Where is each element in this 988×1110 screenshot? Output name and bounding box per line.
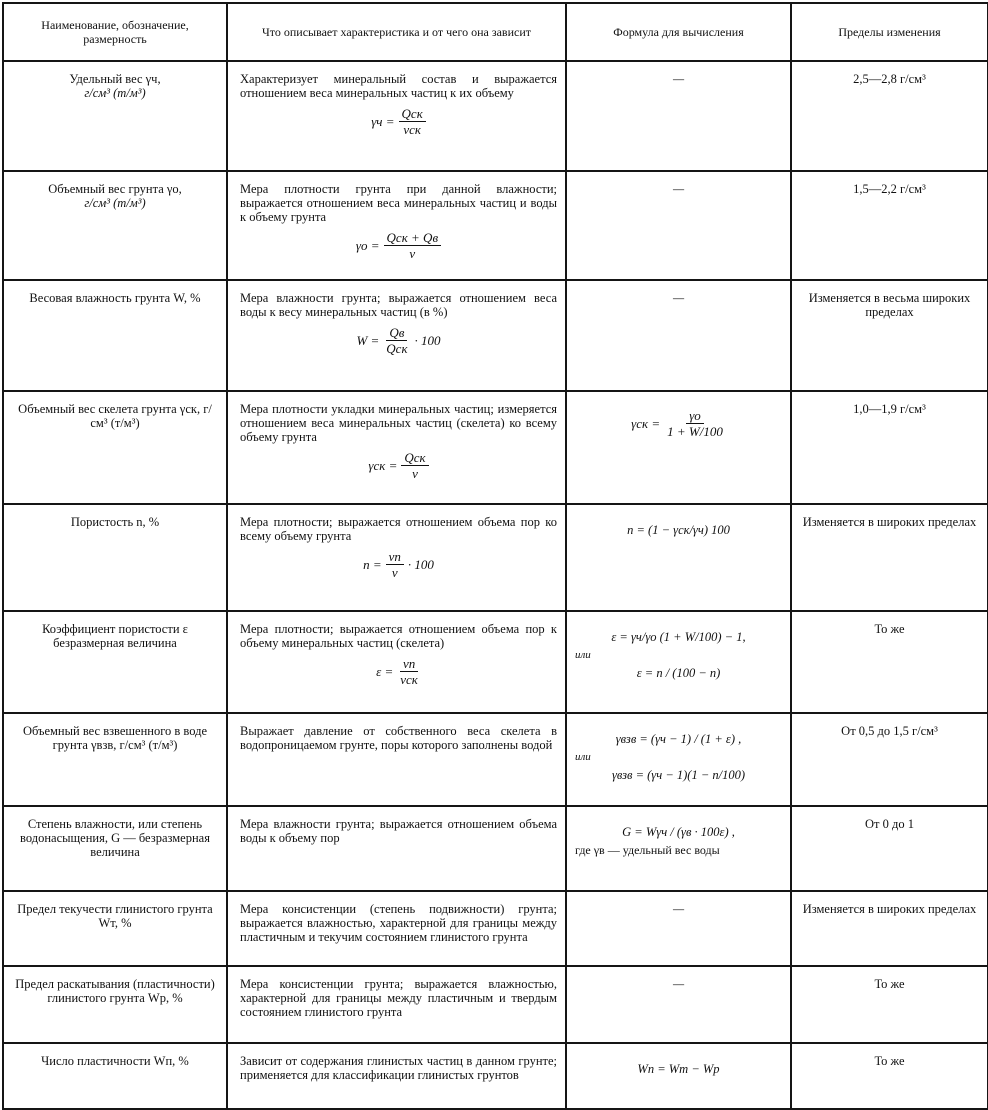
limits-value: От 0,5 до 1,5 г/см³ (841, 724, 938, 738)
row-formula (567, 392, 790, 503)
formula-text: Wп = Wт − Wр (637, 1062, 720, 1076)
formula-or: или (575, 649, 591, 661)
fraction (384, 230, 442, 261)
characteristic-description: Мера консистенции грунта; выражается влажностью, характерной для границы между пластичным и твердым состоянием глинистого грунта (240, 977, 557, 1019)
row-name (4, 62, 226, 170)
characteristic-name: Степень влажности, или степень водонасыщения, G — безразмерная величина (20, 817, 210, 859)
header-description (228, 4, 565, 60)
fraction-denominator: vск (403, 122, 421, 137)
characteristic-description: Характеризует минеральный состав и выражается отношением веса минеральных частиц к их объему (240, 72, 557, 100)
row-description (228, 892, 565, 965)
formula-dash: — (672, 291, 685, 305)
row-limits (792, 1044, 987, 1108)
equation-lhs: γск = (368, 457, 398, 473)
row-description (228, 505, 565, 610)
header-name-label: Наименование, обозначение, размерность (41, 18, 189, 46)
header-limits (792, 4, 987, 60)
row-limits (792, 612, 987, 712)
row-name (4, 505, 226, 610)
fraction-numerator: γо (686, 408, 704, 424)
formula-text-alt: ε = n / (100 − n) (636, 666, 721, 680)
characteristic-description: Выражает давление от собственного веса скелета в водопроницаемом грунте, поры которого заполнены водой (240, 724, 557, 752)
characteristic-name: Объемный вес взвешенного в воде грунта γвзв, г/см³ (т/м³) (22, 724, 208, 752)
fraction-numerator: vп (400, 656, 418, 672)
characteristic-description: Мера плотности; выражается отношением объема пор ко всему объему грунта (240, 515, 557, 543)
fraction (664, 408, 726, 439)
row-name (4, 392, 226, 503)
row-formula (567, 281, 790, 390)
equation (575, 408, 782, 439)
characteristic-description: Зависит от содержания глинистых частиц в данном грунте; применяется для классификации глинистых грунтов (240, 1054, 557, 1082)
row-formula (567, 967, 790, 1042)
header-description-label: Что описывает характеристика и от чего она зависит (261, 25, 532, 39)
limits-value: 1,5—2,2 г/см³ (853, 182, 926, 196)
equation-lhs: W = (356, 332, 380, 348)
limits-value: То же (874, 977, 905, 991)
row-formula (567, 892, 790, 965)
fraction-numerator: Qв (386, 325, 407, 341)
row-limits (792, 172, 987, 279)
equation-lhs: n = (363, 556, 382, 572)
row-name (4, 612, 226, 712)
row-description (228, 62, 565, 170)
fraction-denominator: vск (400, 672, 418, 687)
fraction (397, 656, 421, 687)
fraction (383, 325, 410, 356)
equation-tail: · 100 (414, 332, 441, 348)
formula-dash: — (672, 182, 685, 196)
characteristic-description: Мера плотности; выражается отношением объема пор к объему минеральных частиц (скелета) (240, 622, 557, 650)
equation (240, 450, 557, 481)
row-name (4, 807, 226, 890)
formula-text: n = (1 − γск/γч) 100 (627, 523, 730, 537)
row-formula (567, 714, 790, 805)
limits-value: То же (874, 622, 905, 636)
fraction-denominator: 1 + W/100 (667, 424, 723, 439)
row-formula (567, 807, 790, 890)
row-limits (792, 967, 987, 1042)
row-formula (567, 1044, 790, 1108)
characteristic-description: Мера консистенции (степень подвижности) грунта; выражается влажностью, характерной для границы между пластичным и текучим состоянием глинистого грунта (240, 902, 557, 944)
formula-text: γвзв = (γч − 1) / (1 + ε) , (615, 732, 742, 746)
equation-lhs: ε = (376, 663, 394, 679)
limits-value: Изменяется в весьма широких пределах (808, 291, 971, 319)
fraction (386, 549, 404, 580)
row-description (228, 807, 565, 890)
fraction-denominator: v (412, 466, 418, 481)
formula-dash: — (672, 977, 685, 991)
equation (240, 230, 557, 261)
row-description (228, 281, 565, 390)
header-name (4, 4, 226, 60)
row-formula (567, 505, 790, 610)
row-description (228, 172, 565, 279)
formula-text: ε = γч/γо (1 + W/100) − 1, (611, 630, 746, 644)
formula-text: G = Wγч / (γв · 100ε) , (622, 825, 735, 839)
fraction (399, 106, 426, 137)
row-limits (792, 281, 987, 390)
header-limits-label: Пределы изменения (838, 25, 941, 39)
equation (240, 106, 557, 137)
row-limits (792, 807, 987, 890)
limits-value: То же (874, 1054, 905, 1068)
equation (240, 325, 557, 356)
equation-lhs: γч = (371, 113, 395, 129)
fraction-denominator: v (391, 565, 398, 580)
row-limits (792, 62, 987, 170)
characteristic-name: Предел текучести глинистого грунта Wт, % (17, 902, 213, 930)
row-description (228, 714, 565, 805)
header-formula (567, 4, 790, 60)
characteristic-description: Мера плотности укладки минеральных частиц; измеряется отношением веса минеральных частиц (скелета) ко всему объему грунта (240, 402, 557, 444)
row-limits (792, 505, 987, 610)
equation (240, 656, 557, 687)
formula-note: где γв — удельный вес воды (575, 843, 720, 857)
equation (240, 549, 557, 580)
characteristic-name: Пористость n, % (70, 515, 160, 529)
characteristic-name: Объемный вес скелета грунта γск, г/см³ (т/м³) (18, 402, 212, 430)
characteristic-description: Мера влажности грунта; выражается отношением объема воды к объему пор (240, 817, 557, 845)
formula-dash: — (672, 72, 685, 86)
equation-lhs: γо = (355, 237, 380, 253)
row-name (4, 1044, 226, 1108)
row-name (4, 714, 226, 805)
fraction-numerator: Qск (399, 106, 426, 122)
characteristic-name: Объемный вес грунта γо, (48, 182, 182, 196)
row-name (4, 967, 226, 1042)
row-formula (567, 62, 790, 170)
limits-value: 1,0—1,9 г/см³ (853, 402, 926, 416)
row-description (228, 1044, 565, 1108)
equation-tail: · 100 (407, 556, 434, 572)
limits-value: 2,5—2,8 г/см³ (853, 72, 926, 86)
row-description (228, 392, 565, 503)
fraction (401, 450, 428, 481)
fraction-denominator: Qск (386, 341, 408, 356)
limits-value: От 0 до 1 (865, 817, 914, 831)
limits-value: Изменяется в широких пределах (802, 515, 977, 529)
row-formula (567, 172, 790, 279)
row-description (228, 612, 565, 712)
formula-or: или (575, 751, 591, 763)
characteristic-description: Мера плотности грунта при данной влажности; выражается отношением веса минеральных частиц и воды к объему грунта (240, 182, 557, 224)
characteristic-name: Предел раскатывания (пластичности) глинистого грунта Wр, % (15, 977, 215, 1005)
header-formula-label: Формула для вычисления (613, 25, 744, 39)
row-name (4, 281, 226, 390)
fraction-numerator: Qск (401, 450, 428, 466)
row-name (4, 892, 226, 965)
characteristic-description: Мера влажности грунта; выражается отношением веса воды к весу минеральных частиц (в %) (240, 291, 557, 319)
fraction-denominator: v (409, 246, 416, 261)
row-limits (792, 892, 987, 965)
characteristic-name: Число пластичности Wп, % (41, 1054, 189, 1068)
characteristic-name: Весовая влажность грунта W, % (29, 291, 201, 305)
characteristic-unit: г/см³ (т/м³) (84, 86, 146, 100)
characteristic-name: Коэффициент пористости ε безразмерная величина (42, 622, 188, 650)
equation-lhs: γск = (631, 415, 661, 431)
row-description (228, 967, 565, 1042)
formula-text-alt: γвзв = (γч − 1)(1 − n/100) (611, 768, 746, 782)
row-formula (567, 612, 790, 712)
fraction-numerator: vп (386, 549, 404, 565)
formula-dash: — (672, 902, 685, 916)
limits-value: Изменяется в широких пределах (802, 902, 977, 916)
characteristic-name: Удельный вес γч, (69, 72, 161, 86)
characteristic-unit: г/см³ (т/м³) (84, 196, 146, 210)
row-limits (792, 392, 987, 503)
row-limits (792, 714, 987, 805)
fraction-numerator: Qск + Qв (384, 230, 442, 246)
row-name (4, 172, 226, 279)
